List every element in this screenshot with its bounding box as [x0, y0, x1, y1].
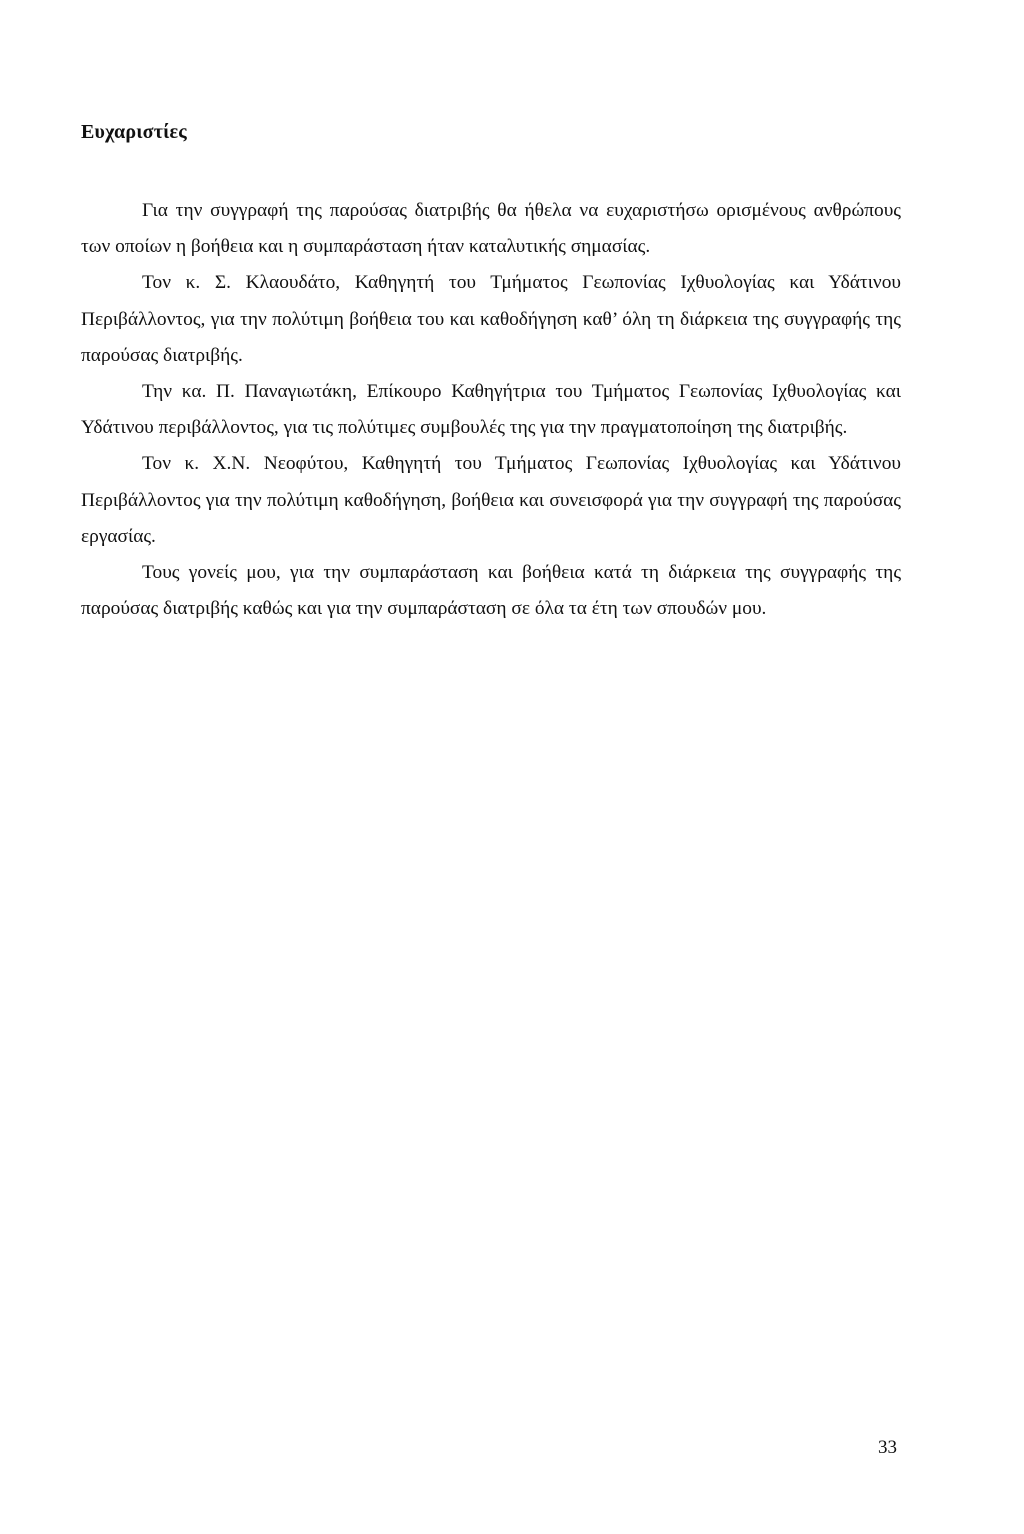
- paragraph-klaoudatos: Τον κ. Σ. Κλαουδάτο, Καθηγητή του Τμήματος Γεωπονίας Ιχθυολογίας και Υδάτινου Περιβάλλοντος, για την πολύτιμη βοήθεια του και καθοδήγηση καθ’ όλη τη διάρκεια της συγγραφής της παρούσας διατριβής.: [81, 272, 901, 366]
- paragraph-intro: Για την συγγραφή της παρούσας διατριβής θα ήθελα να ευχαριστήσω ορισμένους ανθρώπους των οποίων η βοήθεια και η συμπαράσταση ήταν καταλυτικής σημασίας.: [81, 200, 901, 258]
- paragraph-neofytou: Τον κ. Χ.Ν. Νεοφύτου, Καθηγητή του Τμήματος Γεωπονίας Ιχθυολογίας και Υδάτινου Περιβάλλοντος για την πολύτιμη καθοδήγηση, βοήθεια και συνεισφορά για την συγγραφή της παρούσας εργασίας.: [81, 453, 901, 547]
- acknowledgements-body: [81, 193, 901, 627]
- paragraph-panagiotaki: Την κα. Π. Παναγιωτάκη, Επίκουρο Καθηγήτρια του Τμήματος Γεωπονίας Ιχθυολογίας και Υδάτινου περιβάλλοντος, για τις πολύτιμες συμβουλές της για την πραγματοποίηση της διατριβής.: [81, 381, 901, 439]
- paragraph-parents: Τους γονείς μου, για την συμπαράσταση και βοήθεια κατά τη διάρκεια της συγγραφής της παρούσας διατριβής καθώς και για την συμπαράσταση σε όλα τα έτη των σπουδών μου.: [81, 562, 901, 620]
- page-title: Ευχαριστίες: [81, 121, 187, 143]
- page-number: 33: [878, 1437, 897, 1458]
